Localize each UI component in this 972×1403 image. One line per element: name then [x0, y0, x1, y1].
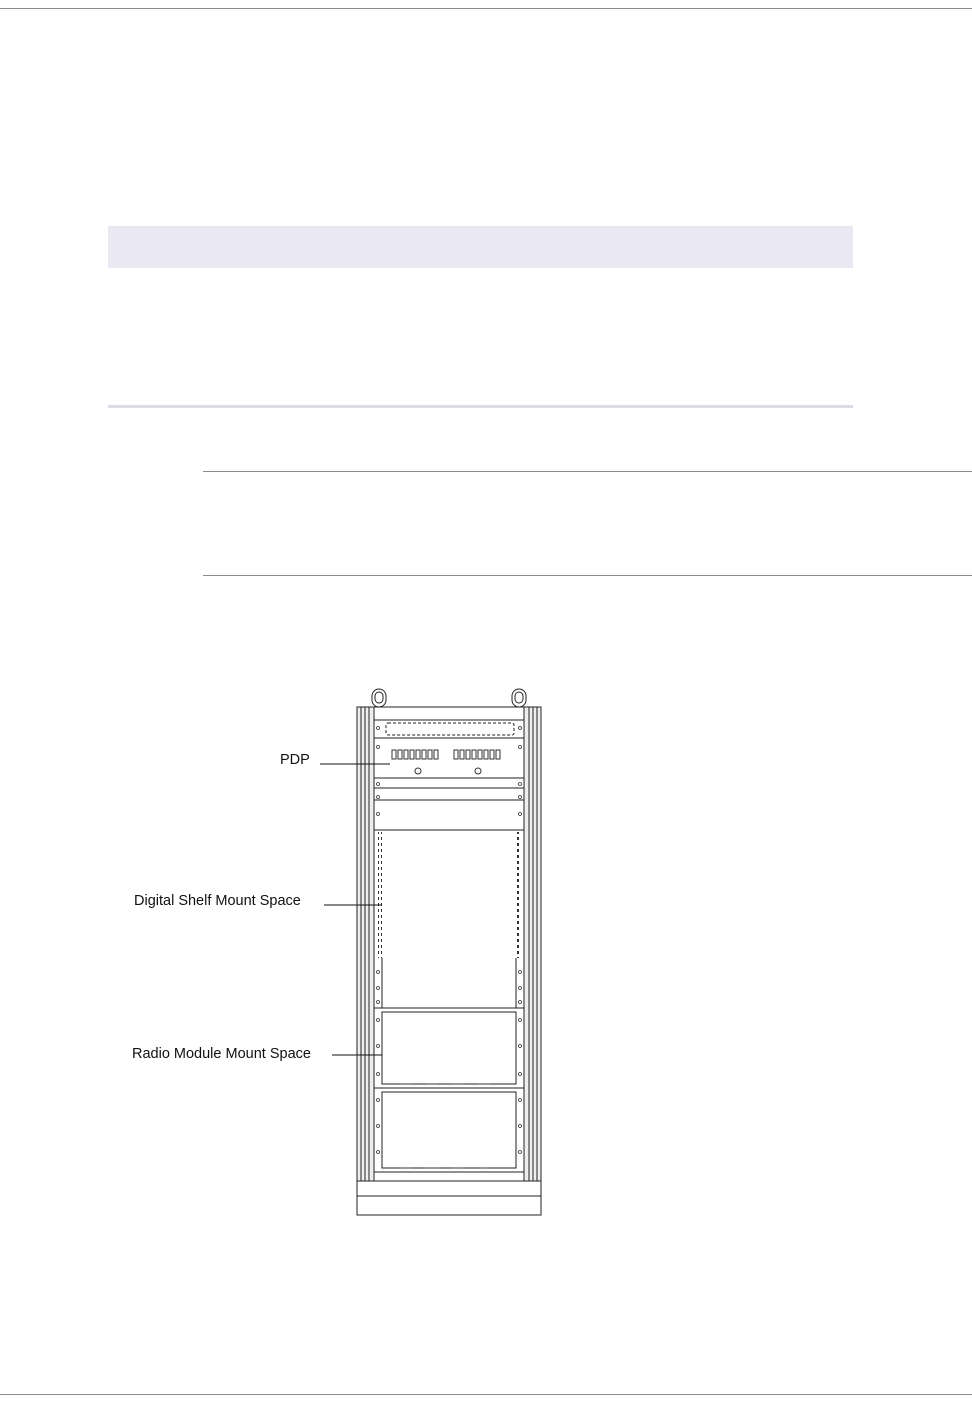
pdp-panel — [374, 738, 524, 788]
callout-radio-module-mount-space: Radio Module Mount Space — [132, 1046, 311, 1062]
callout-pdp: PDP — [280, 752, 310, 768]
section-divider — [108, 405, 853, 408]
rack-figure — [120, 680, 560, 1220]
footer-rule — [0, 1394, 972, 1395]
note-box-bottom-rule — [203, 575, 972, 576]
radio-module-area-lower — [374, 1088, 524, 1172]
header-rule — [0, 8, 972, 9]
cabinet-base — [357, 1181, 541, 1215]
section-title-band — [108, 226, 853, 268]
digital-shelf-area — [374, 830, 524, 1008]
callout-digital-shelf-mount-space: Digital Shelf Mount Space — [134, 893, 301, 909]
lifting-eye-left — [372, 689, 386, 707]
note-box-top-rule — [203, 471, 972, 472]
radio-module-area-upper — [374, 1008, 524, 1088]
rack-drawing — [120, 680, 560, 1220]
lifting-eye-right — [512, 689, 526, 707]
